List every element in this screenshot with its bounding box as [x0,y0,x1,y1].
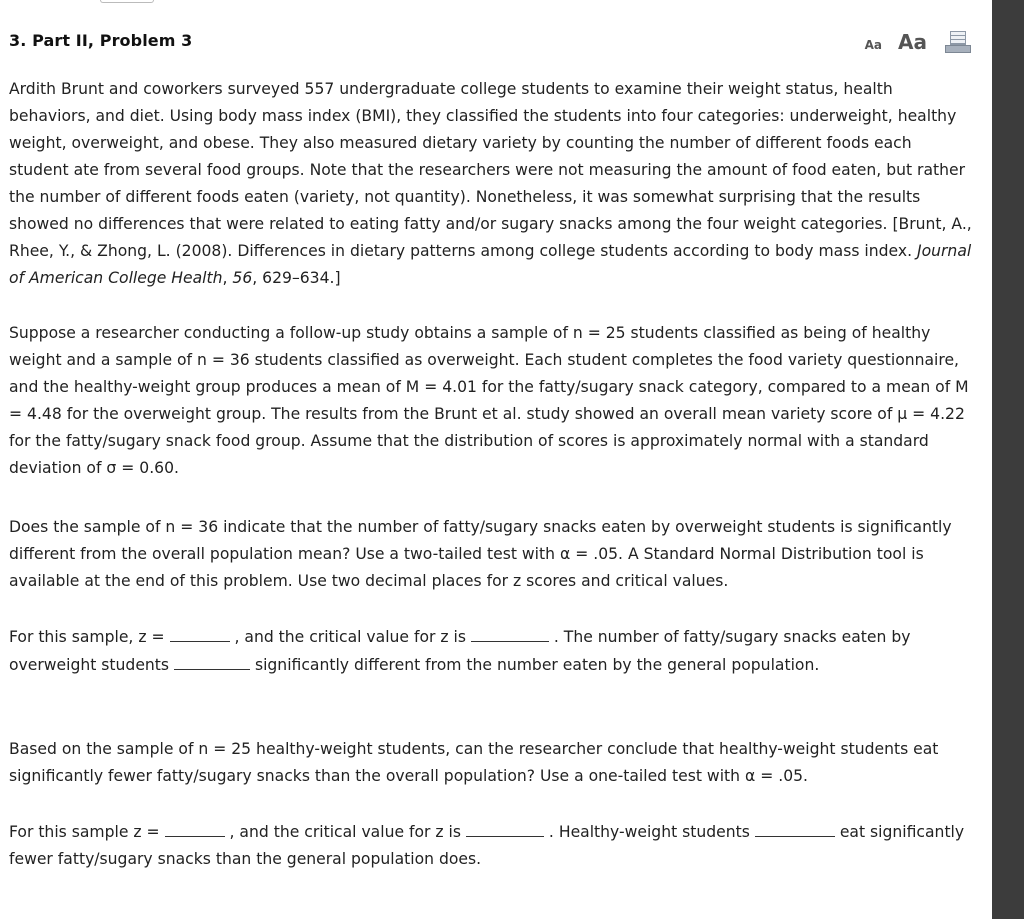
q1-z-input[interactable] [170,623,230,642]
print-icon[interactable] [945,31,971,53]
q1-text-c: . The number of fatty/sugary snacks eaten by overweight students [9,628,911,674]
increase-font-button[interactable]: Aa [898,30,927,54]
journal-name: Journal of American College Health [9,242,972,287]
journal-volume: 56 [232,269,253,287]
q2-z-input[interactable] [165,818,225,837]
study-paragraph: Suppose a researcher conducting a follow-up study obtains a sample of n = 25 students classified as being of healthy weight and a sample of n = 36 students classified as overweight. Each student completes the food variety questionnaire, and the healthy-weight group produces a mean of M = 4.01 for the fatty/sugary snack category, compared to a mean of M = 4.48 for the overweight group. The results from the Brunt et al. study showed an overall mean variety score of μ = 4.22 for the fatty/sugary snack food group. Assume that the distribution of scores is approximately normal with a standard deviation of σ = 0.60. [9,324,969,477]
problem-title: 3. Part II, Problem 3 [9,31,193,50]
journal-pages: , 629–634.] [252,269,341,287]
problem-header [9,0,975,60]
print-icon-paper [950,31,966,45]
journal-comma: , [222,269,233,287]
question-2-prompt: Based on the sample of n = 25 healthy-weight students, can the researcher conclude that healthy-weight students eat significantly fewer fatty/sugary snacks than the overall population? Use a one-tailed test with α = .05. [9,740,939,785]
q1-conclusion-select[interactable] [174,651,250,670]
scrollbar[interactable] [992,0,1024,919]
font-tools [865,30,971,54]
question-1-prompt: Does the sample of n = 36 indicate that the number of fatty/sugary snacks eaten by overweight students is significantly different from the overall population mean? Use a two-tailed test with α = .05. A Standard Normal Distribution tool is available at the end of this problem. Use two decimal places for z scores and critical values. [9,518,952,590]
decrease-font-button[interactable]: Aa [864,37,883,52]
q1-critical-value-input[interactable] [471,623,549,642]
q2-text-a: For this sample z = [9,823,165,841]
q2-conclusion-select[interactable] [755,818,835,837]
intro-text: Ardith Brunt and coworkers surveyed 557 undergraduate college students to examine their weight status, health behaviors, and diet. Using body mass index (BMI), they classified the students into four categories: underweight, healthy weight, overweight, and obese. They also measured dietary variety by counting the number of different foods each student ate from several food groups. Note that the researchers were not measuring the amount of food eaten, but rather the number of different foods eaten (variety, not quantity). Nonetheless, it was somewhat surprising that the results showed no differences that were related to eating fatty and/or sugary snacks among the four weight categories. [Brunt, A., Rhee, Y., & Zhong, L. (2008). Differences in dietary patterns among college students according to body mass index. [9,80,972,260]
question-2-answer [9,818,975,873]
intro-paragraph [9,76,975,292]
q1-text-b: , and the critical value for z is [229,628,471,646]
problem-content [9,0,975,868]
q2-text-c: . Healthy-weight students [543,823,755,841]
q1-text-a: For this sample, z = [9,628,170,646]
q2-text-b: , and the critical value for z is [224,823,466,841]
q1-text-d: significantly different from the number eaten by the general population. [250,656,820,674]
q2-critical-value-input[interactable] [466,818,544,837]
print-icon-base [945,45,971,53]
q2-text-d: eat significantly fewer fatty/sugary snacks than the general population does. [9,823,965,868]
question-1-answer [9,623,975,679]
